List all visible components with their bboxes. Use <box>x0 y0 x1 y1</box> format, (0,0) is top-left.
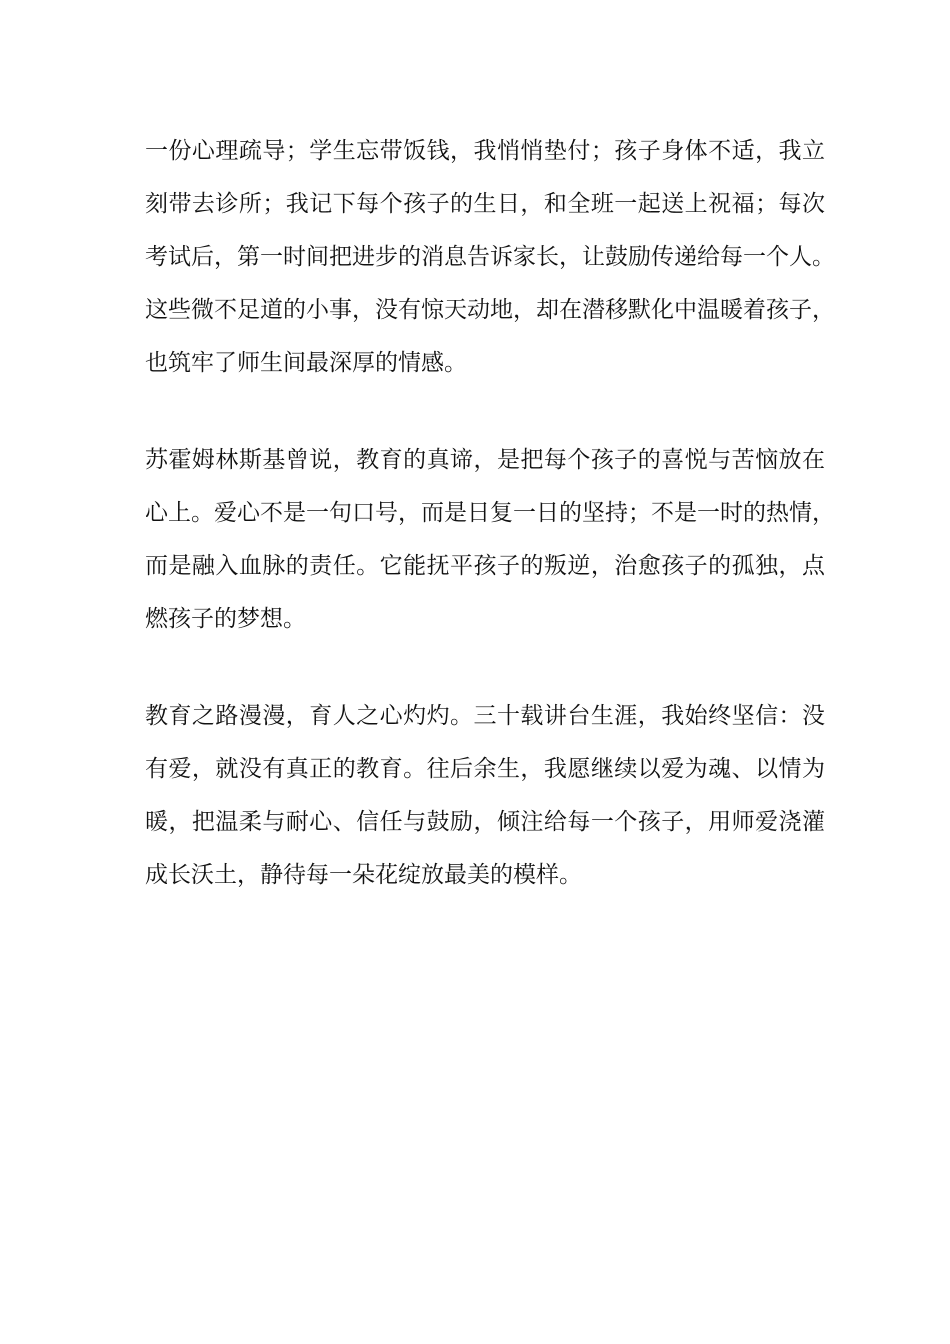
text-line: 刻带去诊所；我记下每个孩子的生日，和全班一起送上祝福；每次 <box>145 191 825 217</box>
text-line: 苏霍姆林斯基曾说，教育的真谛，是把每个孩子的喜悦与苦恼放在 <box>145 447 825 473</box>
text-line: 一份心理疏导；学生忘带饭钱，我悄悄垫付；孩子身体不适，我立 <box>145 138 825 164</box>
paragraph-gap <box>145 390 825 434</box>
text-line: 教育之路漫漫，育人之心灼灼。三十载讲台生涯，我始终坚信：没 <box>145 703 825 729</box>
paragraph-gap <box>145 646 825 690</box>
text-line: 心上。爱心不是一句口号，而是日复一日的坚持；不是一时的热情， <box>145 500 835 526</box>
text-line: 暖，把温柔与耐心、信任与鼓励，倾注给每一个孩子，用师爱浇灌 <box>145 809 825 835</box>
text-line: 而是融入血脉的责任。它能抚平孩子的叛逆，治愈孩子的孤独，点 <box>145 553 825 579</box>
text-line: 也筑牢了师生间最深厚的情感。 <box>145 350 467 376</box>
text-line: 燃孩子的梦想。 <box>145 606 306 632</box>
text-line: 有爱，就没有真正的教育。往后余生，我愿继续以爱为魂、以情为 <box>145 756 825 782</box>
text-line: 成长沃土，静待每一朵花绽放最美的模样。 <box>145 862 582 888</box>
paragraph-3 <box>145 690 825 902</box>
text-line: 考试后，第一时间把进步的消息告诉家长，让鼓励传递给每一个人。 <box>145 244 835 270</box>
paragraph-2 <box>145 434 835 646</box>
document-body <box>145 125 835 902</box>
paragraph-1 <box>145 125 835 390</box>
text-line: 这些微不足道的小事，没有惊天动地，却在潜移默化中温暖着孩子， <box>145 297 835 323</box>
